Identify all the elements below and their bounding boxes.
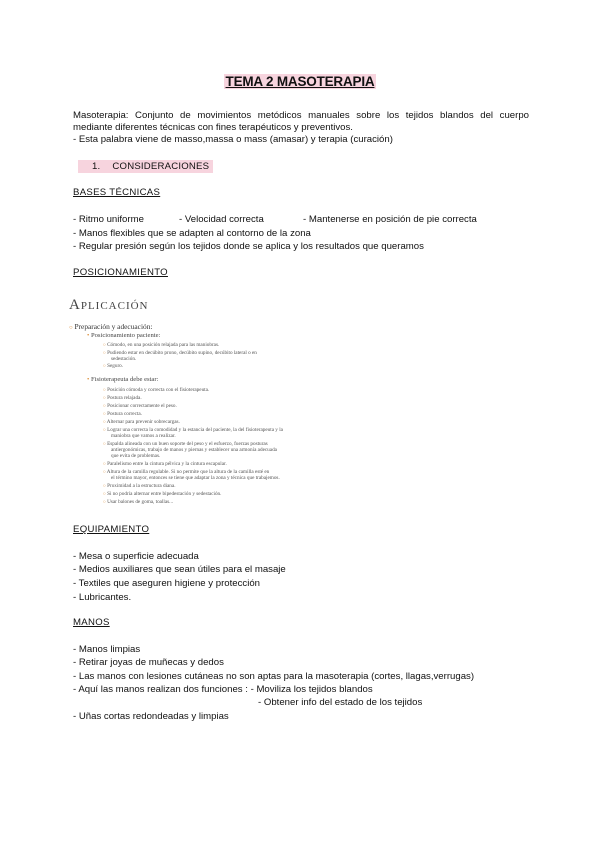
slide-sub2-item: ○ Si no podría alternar entre bipedestación y sedestación. xyxy=(103,491,222,497)
bases-heading: BASES TÉCNICAS xyxy=(73,187,161,198)
slide-title: Aplicación xyxy=(69,297,149,313)
section-number: 1. xyxy=(92,161,101,172)
slide-sub1-item: ○ Pudiendo estar en decúbito prono, decúbito supino, decúbito lateral o en xyxy=(103,350,257,356)
slide-sub-posicionamiento: • Posicionamiento paciente: xyxy=(87,332,161,339)
slide-sub2-item: ○ Posicionar correctamente el peso. xyxy=(103,403,177,409)
intro-line-2: mediante diferentes técnicas con fines terapéuticos y preventivos. xyxy=(73,122,353,133)
slide-sub2-item: ○ Proximidad a la estructura diana. xyxy=(103,483,176,489)
dot-bullet-icon: • xyxy=(87,332,90,339)
equipamiento-item: - Medios auxiliares que sean útiles para el masaje xyxy=(73,564,286,575)
document-title-wrap xyxy=(0,73,600,91)
section-heading xyxy=(78,160,213,173)
manos-item: - Las manos con lesiones cutáneas no son aptas para la masoterapia (cortes, llagas,verrugas) xyxy=(73,671,475,682)
slide-sub2-item: ○ Lograr una correcta la comodidad y la estancia del paciente, la del fisioterapeuta y la xyxy=(103,427,283,433)
slide-sub-fisioterapeuta: • Fisioterapeuta debe estar: xyxy=(87,376,159,383)
dot-bullet-icon: • xyxy=(87,376,90,383)
slide-sub1-item: ○ Seguro. xyxy=(103,363,124,369)
posicionamiento-heading: POSICIONAMIENTO xyxy=(73,267,168,278)
ring-bullet-icon: ○ xyxy=(69,325,73,331)
slide-sub2-item: ○ Paralelismo entre la cintura pélvica y la cintura escapular. xyxy=(103,461,227,467)
slide-sub1-item: sedestación. xyxy=(111,356,137,362)
aplicacion-slide-image xyxy=(63,293,353,508)
manos-item: - Uñas cortas redondeadas y limpias xyxy=(73,711,229,722)
bases-item-posicion: - Mantenerse en posición de pie correcta xyxy=(303,214,477,225)
bases-item-velocidad: - Velocidad correcta xyxy=(179,214,264,225)
equipamiento-item: - Textiles que aseguren higiene y protección xyxy=(73,578,261,589)
manos-item: - Manos limpias xyxy=(73,644,141,655)
section-label: CONSIDERACIONES xyxy=(112,161,210,172)
slide-sub2-item: antiergonómicas, trabajo de manos y piernas y establecer una armonía adecuada xyxy=(111,447,277,453)
slide-item-preparacion: ○ Preparación y adecuación: xyxy=(69,322,153,331)
slide-sub1-item: ○ Cómodo, en una posición relajada para las maniobras. xyxy=(103,342,220,348)
equipamiento-heading: EQUIPAMIENTO xyxy=(73,524,150,535)
slide-sub2-item: ○ Usar balones de goma, toallas... xyxy=(103,499,174,505)
bases-item-ritmo: - Ritmo uniforme xyxy=(73,214,144,225)
slide-sub2-item: maniobra que vamos a realizar. xyxy=(111,433,176,439)
slide-sub2-item: ○ Postura relajada. xyxy=(103,395,142,401)
slide-sub2-item: ○ Alternar para prevenir sobrecargas. xyxy=(103,419,180,425)
equipamiento-item: - Mesa o superficie adecuada xyxy=(73,551,199,562)
slide-sub2-item: ○ Altura de la camilla regulable. Si no permite que la altura de la camilla esté en xyxy=(103,469,270,475)
equipamiento-item: - Lubricantes. xyxy=(73,592,132,603)
document-title: TEMA 2 MASOTERAPIA xyxy=(225,74,375,89)
slide-sub2-item: el término mayor, entonces se tiene que adaptar la zona y técnica que trabajemos. xyxy=(111,475,280,481)
intro-line-1: Masoterapia: Conjunto de movimientos metódicos manuales sobre los tejidos blandos del cuerpo xyxy=(73,110,529,121)
manos-heading: MANOS xyxy=(73,617,110,628)
slide-sub2-item: ○ Postura correcta. xyxy=(103,411,142,417)
bases-item-manos: - Manos flexibles que se adapten al contorno de la zona xyxy=(73,228,311,239)
slide-sub2-item: ○ Posición cómoda y correcta con el fisioterapeuta. xyxy=(103,387,210,393)
manos-item: - Aquí las manos realizan dos funciones : - Moviliza los tejidos blandos xyxy=(73,684,373,695)
manos-item-sub: - Obtener info del estado de los tejidos xyxy=(258,697,423,708)
manos-item: - Retirar joyas de muñecas y dedos xyxy=(73,657,224,668)
slide-sub2-item: ○ Espalda alineada con un buen soporte del peso y el esfuerzo, fuerzas posturas xyxy=(103,441,268,447)
intro-line-3: - Esta palabra viene de masso,massa o mass (amasar) y terapia (curación) xyxy=(73,134,393,145)
slide-sub2-item: que evita de problemas. xyxy=(111,453,161,459)
bases-item-presion: - Regular presión según los tejidos donde se aplica y los resultados que queramos xyxy=(73,241,424,252)
